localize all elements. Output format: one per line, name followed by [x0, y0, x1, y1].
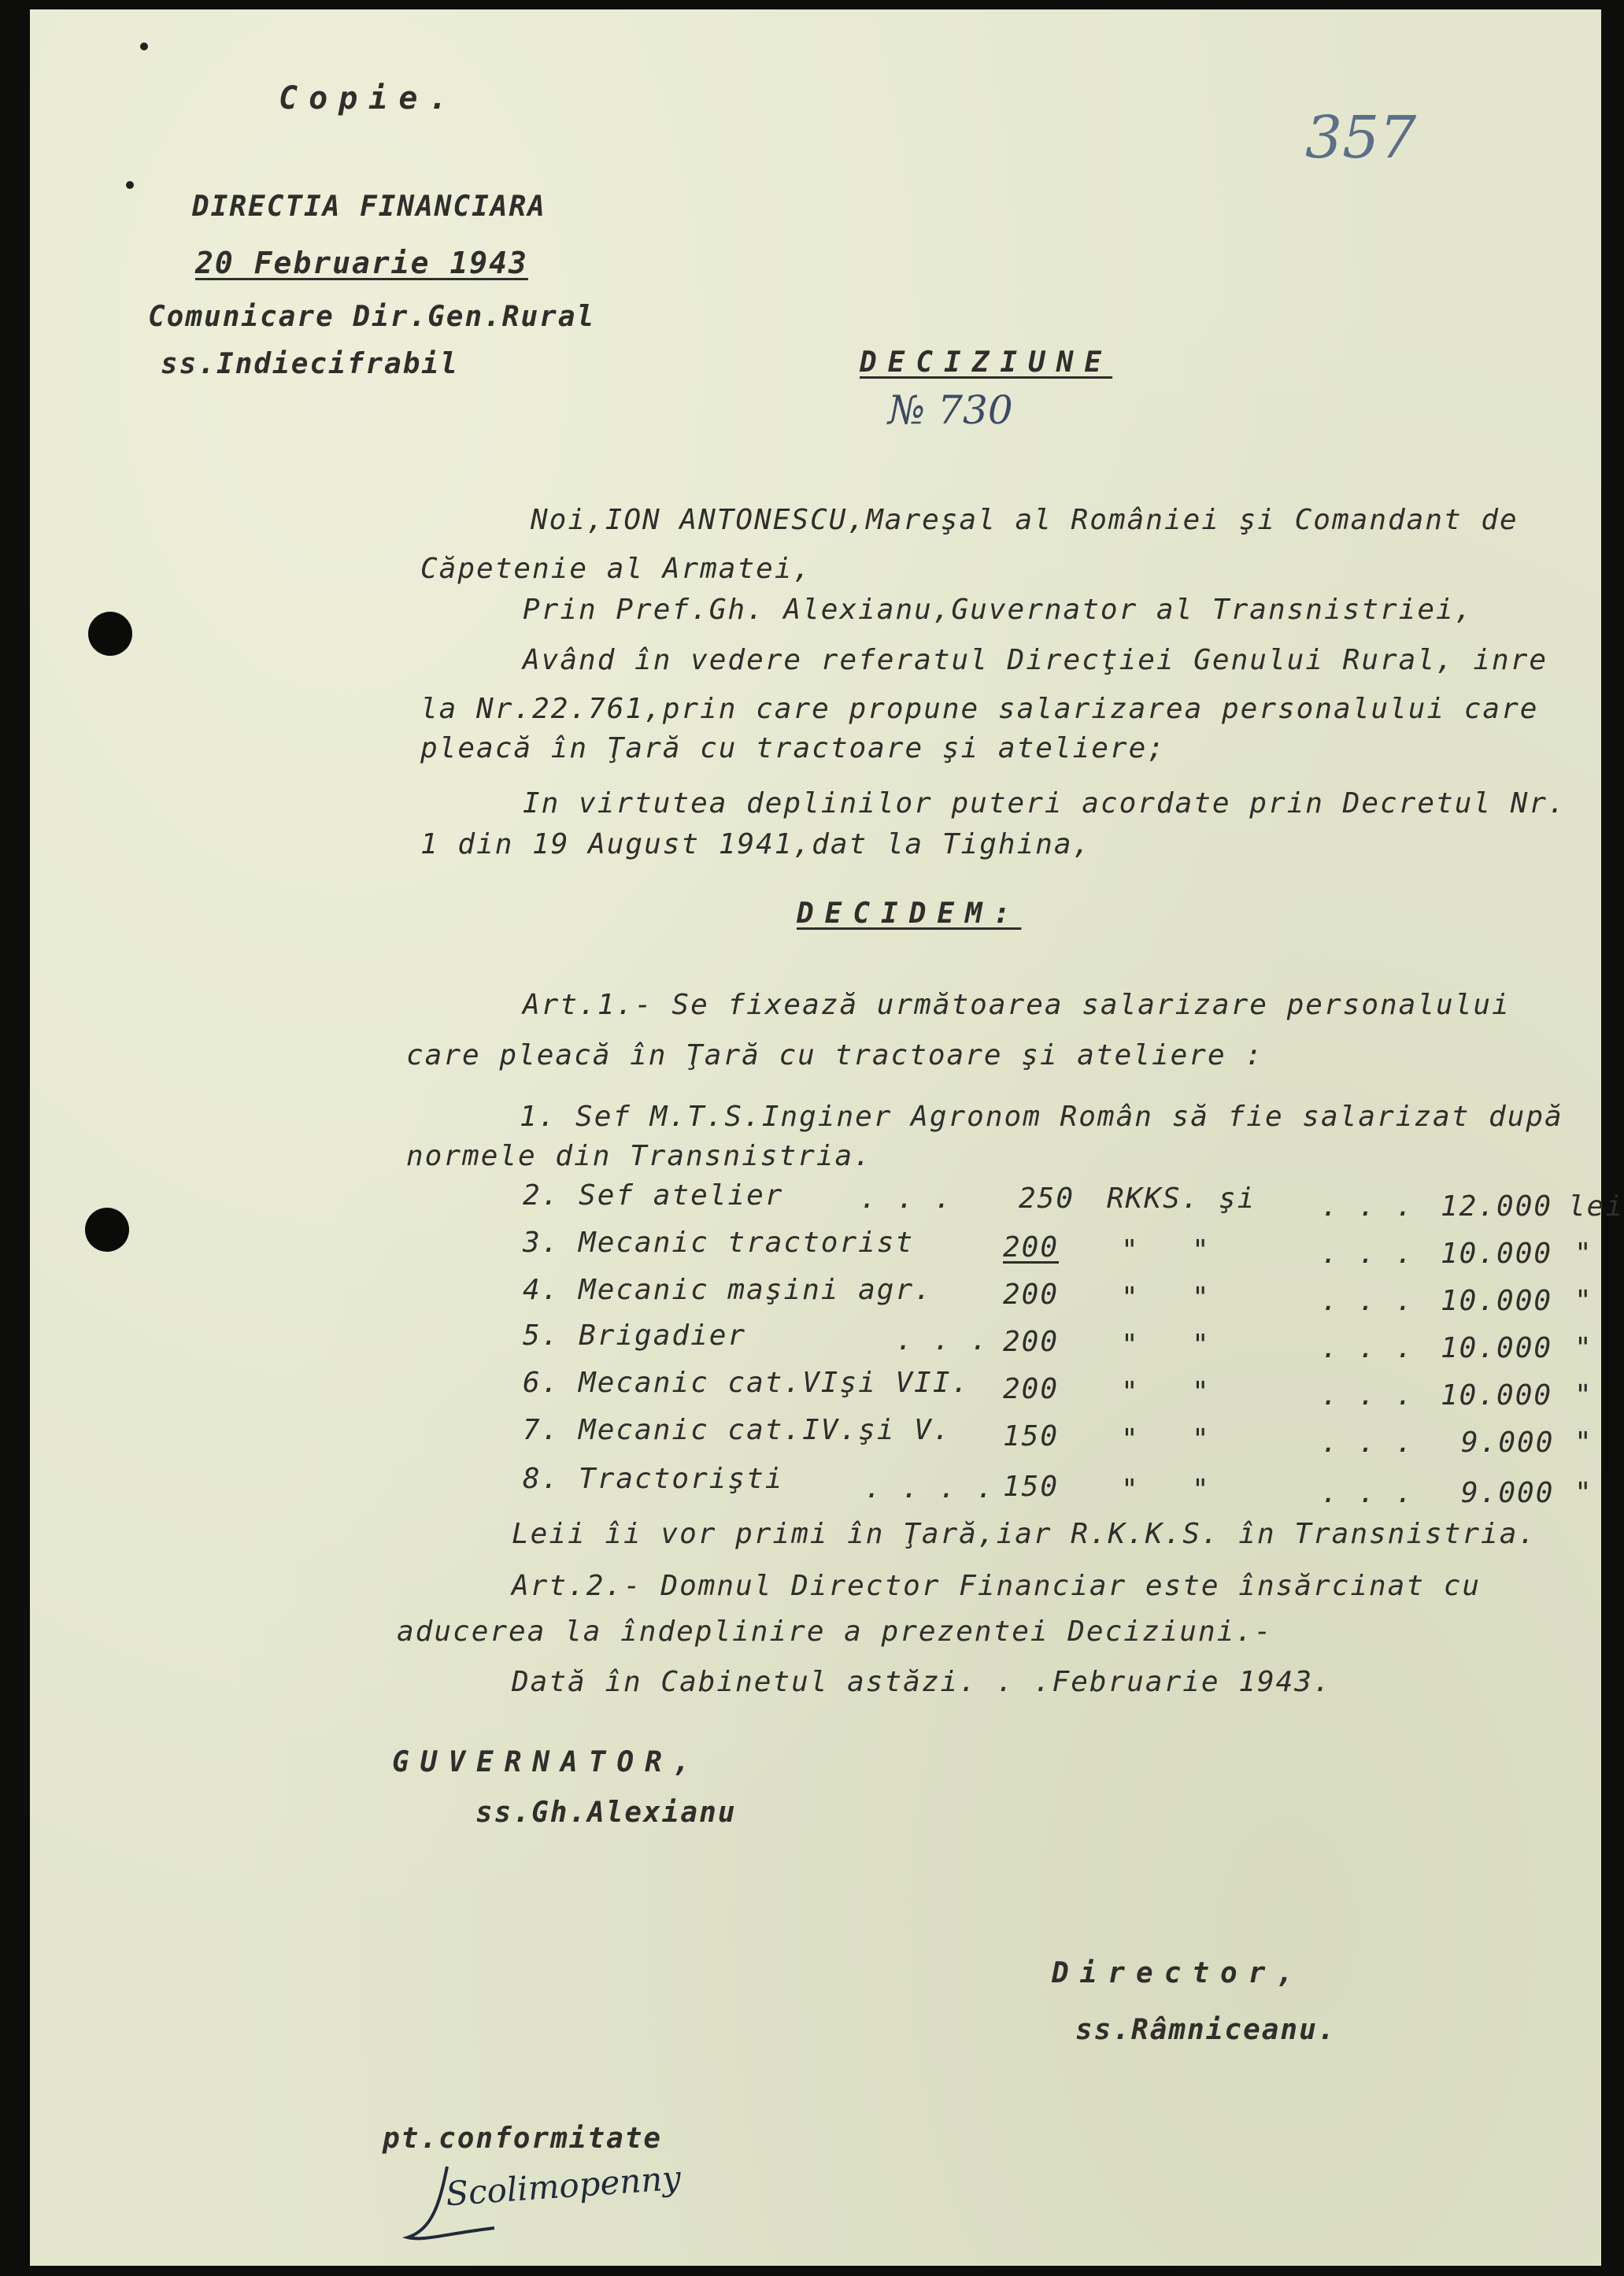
- preamble-line: Căpetenie al Armatei,: [420, 553, 812, 585]
- signature-underline: [400, 2159, 510, 2253]
- director-title-visible: Director,: [1052, 1957, 1305, 1989]
- salary-rkks-unit: RKKS.: [1107, 1182, 1200, 1215]
- decision-number: № 730: [888, 387, 1013, 433]
- salary-leader-dots: . . .: [860, 1182, 953, 1215]
- salary-rkks-unit: ": [1121, 1329, 1140, 1361]
- header-date: 20 Februarie 1943: [195, 246, 528, 280]
- salary-leader-dots: . . .: [1321, 1190, 1415, 1223]
- punch-hole-top: [88, 612, 132, 656]
- article2-line: Art.2.- Domnul Director Financiar este însărcinat cu: [512, 1570, 1482, 1602]
- preamble-line: la Nr.22.761,prin care propune salarizarea personalului care: [420, 693, 1539, 725]
- salary-conj: ": [1192, 1329, 1211, 1361]
- salary-leader-dots: . . .: [1321, 1285, 1415, 1317]
- department: DIRECTIA FINANCIARA: [192, 191, 546, 223]
- governor-name: ss.Gh.Alexianu: [475, 1797, 737, 1829]
- salary-position: 5. Brigadier: [523, 1319, 747, 1352]
- preamble-line: Prin Pref.Gh. Alexianu,Guvernator al Transnistriei,: [523, 594, 1474, 626]
- salary-leader-dots: . . . .: [864, 1472, 995, 1504]
- salary-lei-unit: ": [1574, 1427, 1593, 1459]
- preamble-line: Având în vedere referatul Direcţiei Genului Rural, inre: [523, 644, 1548, 676]
- salary-rkks: 200: [1003, 1231, 1060, 1264]
- salary-rkks: 200: [1003, 1279, 1060, 1311]
- governor-title: GUVERNATOR,: [392, 1746, 701, 1778]
- director-name: ss.Râmniceanu.: [1075, 2014, 1337, 2046]
- salary-position: 3. Mecanic tractorist: [523, 1227, 915, 1259]
- salary-rkks: 250: [1019, 1182, 1075, 1215]
- salary-lei: 10.000: [1441, 1332, 1553, 1364]
- salary-lei-unit: ": [1574, 1477, 1593, 1509]
- article1-line: care pleacă în Ţară cu tractoare şi ateliere :: [406, 1039, 1263, 1071]
- salary-position: 7. Mecanic cat.IV.şi V.: [523, 1414, 952, 1446]
- salary-rkks: 200: [1003, 1326, 1060, 1358]
- salary-lei: 10.000: [1441, 1285, 1553, 1317]
- signed-by: ss.Indiecifrabil: [161, 348, 459, 380]
- article1-line: 1. Sef M.T.S.Inginer Agronom Român să fie salarizat după: [520, 1101, 1563, 1133]
- article2-line: aducerea la îndeplinire a prezentei Deciziuni.-: [397, 1615, 1273, 1648]
- salary-lei-unit: ": [1574, 1238, 1593, 1270]
- communication: Comunicare Dir.Gen.Rural: [148, 301, 596, 333]
- document-page: [30, 9, 1624, 2266]
- salary-leader-dots: . . .: [1321, 1427, 1415, 1459]
- salary-lei: 10.000: [1441, 1238, 1553, 1270]
- article1-closing: Leii îi vor primi în Ţară,iar R.K.K.S. în Transnistria.: [512, 1518, 1537, 1550]
- salary-rkks-unit: ": [1121, 1376, 1140, 1408]
- salary-rkks: 150: [1003, 1471, 1060, 1503]
- conformity-label: pt.conformitate: [383, 2122, 663, 2155]
- salary-position: 8. Tractorişti: [523, 1463, 784, 1495]
- salary-lei: 12.000: [1441, 1190, 1553, 1223]
- article1-line: normele din Transnistria.: [406, 1140, 872, 1172]
- salary-conj: ": [1192, 1234, 1211, 1267]
- salary-lei-unit: ": [1574, 1379, 1593, 1412]
- salary-lei: 9.000: [1461, 1477, 1555, 1509]
- salary-rkks-unit: ": [1121, 1423, 1140, 1456]
- salary-conj: ": [1192, 1423, 1211, 1456]
- salary-rkks: 150: [1003, 1420, 1060, 1453]
- conformity-signature: Scolimopenny: [444, 2158, 683, 2214]
- salary-leader-dots: . . .: [1321, 1477, 1415, 1509]
- salary-position: 6. Mecanic cat.VIşi VII.: [523, 1367, 971, 1399]
- article1-line: Art.1.- Se fixează următoarea salarizare personalului: [523, 989, 1511, 1021]
- salary-leader-dots: . . .: [896, 1324, 990, 1356]
- preamble-line: Noi,ION ANTONESCU,Mareşal al României şi Comandant de: [531, 504, 1519, 536]
- copy-label: Copie.: [279, 80, 459, 117]
- salary-leader-dots: . . .: [1321, 1379, 1415, 1412]
- salary-conj: ": [1192, 1474, 1211, 1506]
- salary-rkks-unit: ": [1121, 1474, 1140, 1506]
- salary-position: 2. Sef atelier: [523, 1179, 784, 1212]
- salary-leader-dots: . . .: [1321, 1332, 1415, 1364]
- given-line: Dată în Cabinetul astăzi. . .Februarie 1943.: [512, 1666, 1332, 1698]
- preamble-line: In virtutea deplinilor puteri acordate prin Decretul Nr.: [523, 787, 1567, 820]
- punch-hole-bottom: [85, 1208, 129, 1252]
- salary-lei-unit: lei: [1568, 1190, 1624, 1223]
- salary-conj: ": [1192, 1376, 1211, 1408]
- salary-lei-unit: ": [1574, 1332, 1593, 1364]
- salary-rkks: 200: [1003, 1373, 1060, 1405]
- salary-conj: şi: [1219, 1182, 1256, 1215]
- salary-rkks-unit: ": [1121, 1282, 1140, 1314]
- preamble-line: pleacă în Ţară cu tractoare şi ateliere;: [420, 732, 1166, 764]
- salary-lei: 10.000: [1441, 1379, 1553, 1412]
- ink-dot: [126, 181, 134, 189]
- salary-rkks-unit: ": [1121, 1234, 1140, 1267]
- salary-lei-unit: ": [1574, 1285, 1593, 1317]
- salary-leader-dots: . . .: [1321, 1238, 1415, 1270]
- page-number: 357: [1305, 104, 1417, 172]
- salary-position: 4. Mecanic maşini agr.: [523, 1274, 933, 1306]
- decision-verb: DECIDEM:: [797, 897, 1022, 930]
- salary-lei: 9.000: [1461, 1427, 1555, 1459]
- preamble-line: 1 din 19 August 1941,dat la Tighina,: [420, 828, 1092, 860]
- ink-dot: [140, 43, 148, 50]
- decision-heading: DECIZIUNE: [860, 346, 1113, 379]
- salary-conj: ": [1192, 1282, 1211, 1314]
